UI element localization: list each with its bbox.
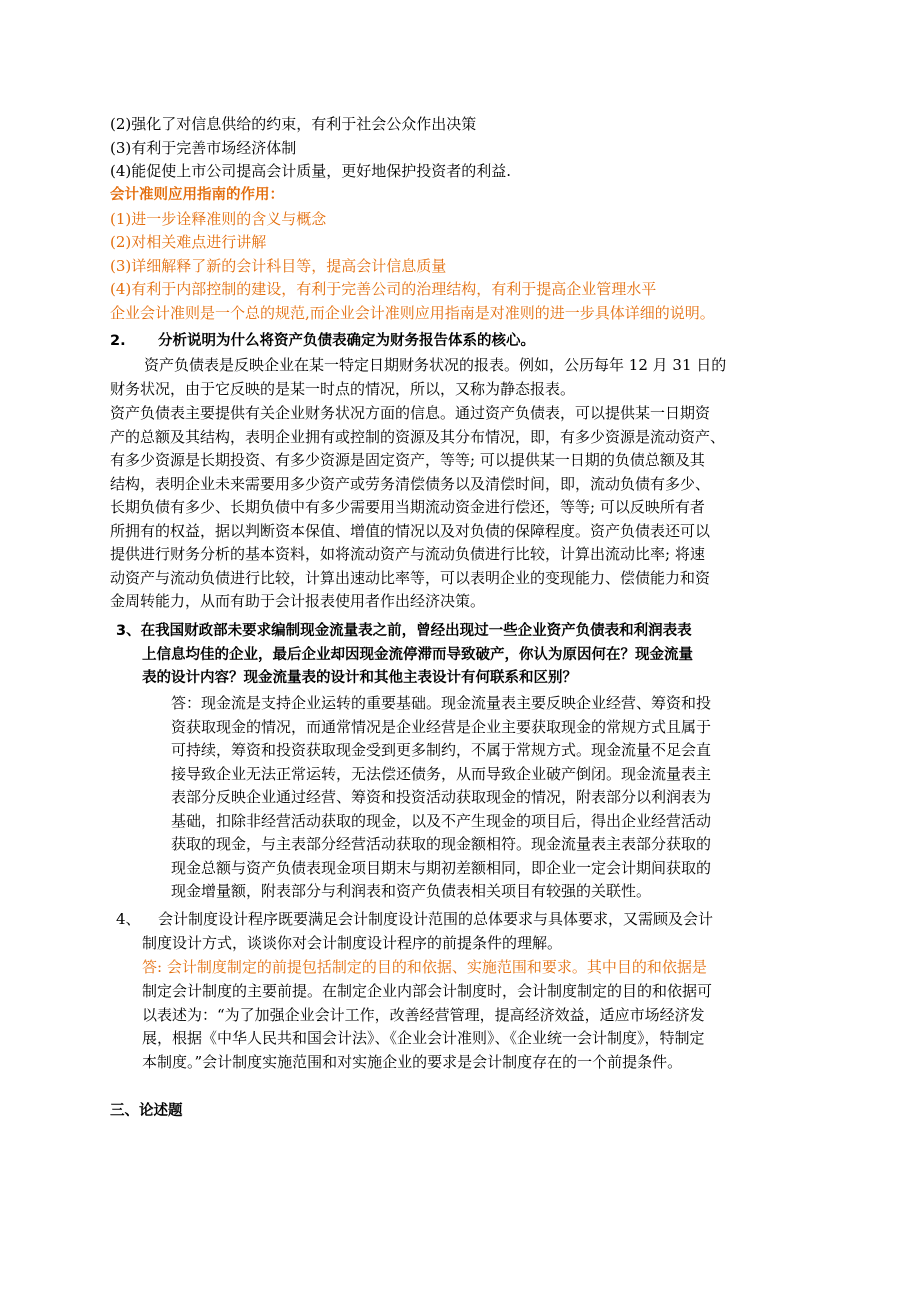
intro-item-2: (2)强化了对信息供给的约束，有利于社会公众作出决策 [110,115,477,133]
guide-item-2: (2)对相关难点进行讲解 [110,233,267,251]
q3-answer-line: 接导致企业无法正常运转，无法偿还债务，从而导致企业破产倒闭。现金流量表主 [171,764,712,783]
intro-list [110,113,511,184]
q3-question [116,620,693,691]
q4-answer [142,956,707,980]
q4-answer-line: 制定会计制度的主要前提。在制定企业内部会计制度时，会计制度制定的目的和依据可 [142,982,713,1000]
q2-p1-line: 财务状况，由于它反映的是某一时点的情况，所以，又称为静态报表。 [110,379,576,398]
q2-question: 分析说明为什么将资产负债表确定为财务报告体系的核心。 [158,333,535,349]
q2-p2-line: 所拥有的权益，据以判断资本保值、增值的情况以及对负债的保障程度。资产负债表还可以 [110,521,711,540]
q3-answer-line: 资获取现金的情况，而通常情况是企业经营是企业主要获取现金的常规方式且属于 [171,717,712,736]
q2-p2-line: 有多少资源是长期投资、有多少资源是固定资产，等等; 可以提供某一日期的负债总额及其 [110,451,705,469]
q4-question [116,908,713,955]
q4-answer-line: 答: 会计制度制定的前提包括制定的目的和依据、实施范围和要求。其中目的和依据是 [142,958,707,976]
q2-p2-line: 长期负债有多少、长期负债中有多少需要用当期流动资金进行偿还，等等; 可以反映所有者 [110,498,705,516]
q4-question-line: 会计制度设计程序既要满足会计制度设计范围的总体要求与具体要求，又需顾及会计 [158,910,714,928]
q2-p1-line: 资产负债表是反映企业在某一特定日期财务状况的报表。例如，公历每年 12 月 31 日的 [144,356,727,374]
q2-p2-line: 产的总额及其结构，表明企业拥有或控制的资源及其分布情况，即，有多少资源是流动资产、 [110,427,726,446]
q3-question-line: 上信息均佳的企业，最后企业却因现金流停滞而导致破产，你认为原因何在？现金流量 [142,646,693,663]
guide-summary: 企业会计准则是一个总的规范,而企业会计准则应用指南是对准则的进一步具体详细的说明。 [110,303,715,322]
q3-question-line: 3、在我国财政部未要求编制现金流量表之前，曾经出现过一些企业资产负债表和利润表表 [116,623,692,639]
guide-section [110,184,715,325]
q3-answer-line: 现金增量额，附表部分与利润表和资产负债表相关项目有较强的关联性。 [171,882,652,900]
q4-number: 4、 [116,910,141,928]
q4-answer-line: 本制度。”会计制度实施范围和对实施企业的要求是会计制度存在的一个前提条件。 [142,1052,683,1071]
guide-heading: 会计准则应用指南的作用： [110,187,284,203]
q3-answer-line: 可持续，筹资和投资获取现金受到更多制约，不属于常规方式。现金流量不足会直 [171,741,712,759]
q4-answer-cont [142,980,712,1074]
q2-paragraph-2 [110,402,725,614]
q3-answer-line: 答：现金流是支持企业运转的重要基础。现金流量表主要反映企业经营、筹资和投 [171,694,712,712]
q3-question-line: 表的设计内容？现金流量表的设计和其他主表设计有何联系和区别？ [142,670,577,686]
guide-item-4: (4)有利于内部控制的建设，有利于完善公司的治理结构，有利于提高企业管理水平 [110,280,657,298]
q2-p2-line: 结构，表明企业未来需要用多少资产或劳务清偿债务以及清偿时间，即，流动负债有多少、 [110,474,711,493]
q4-question-line: 制度设计方式，谈谈你对会计制度设计程序的前提条件的理解。 [142,933,563,952]
q2-p2-line: 资产负债表主要提供有关企业财务状况方面的信息。通过资产负债表，可以提供某一日期资 [110,404,711,422]
q2-p2-line: 动资产与流动负债进行比较，计算出速动比率等，可以表明企业的变现能力、偿债能力和资 [110,568,711,587]
q4-answer-line: 以表述为：“为了加强企业会计工作，改善经营管理，提高经济效益，适应市场经济发 [142,1005,705,1024]
q3-answer-line: 表部分反映企业通过经营、筹资和投资活动获取现金的情况，附表部分以利润表为 [171,788,712,806]
guide-item-1: (1)进一步诠释准则的含义与概念 [110,209,327,228]
q2-p2-line: 提供进行财务分析的基本资料，如将流动资产与流动负债进行比较，计算出流动比率; 将速 [110,545,705,563]
intro-item-4: (4)能促使上市公司提高会计质量，更好地保护投资者的利益. [110,162,512,180]
intro-item-3: (3)有利于完善市场经济体制 [110,138,297,157]
q3-answer-line: 获取的现金，与主表部分经营活动获取的现金额相符。现金流量表主表部分获取的 [171,835,712,853]
q3-answer-line: 现金总额与资产负债表现金项目期末与期初差额相同，即企业一定会计期间获取的 [171,858,712,877]
q2-p2-line: 金周转能力，从而有助于会计报表使用者作出经济决策。 [110,592,486,610]
q3-answer [171,692,711,904]
q4-answer-line: 展，根据《中华人民共和国会计法》、《企业会计准则》、《企业统一会计制度》，特制定 [142,1029,705,1047]
q2-number: 2. [110,333,126,349]
guide-item-3: (3)详细解释了新的会计科目等，提高会计信息质量 [110,256,447,275]
q2-paragraph-1 [110,354,726,401]
q3-answer-line: 基础，扣除非经营活动获取的现金，以及不产生现金的项目后，得出企业经营活动 [171,811,712,830]
q2-heading [110,330,535,354]
section-3-title: 三、论述题 [110,1103,183,1119]
